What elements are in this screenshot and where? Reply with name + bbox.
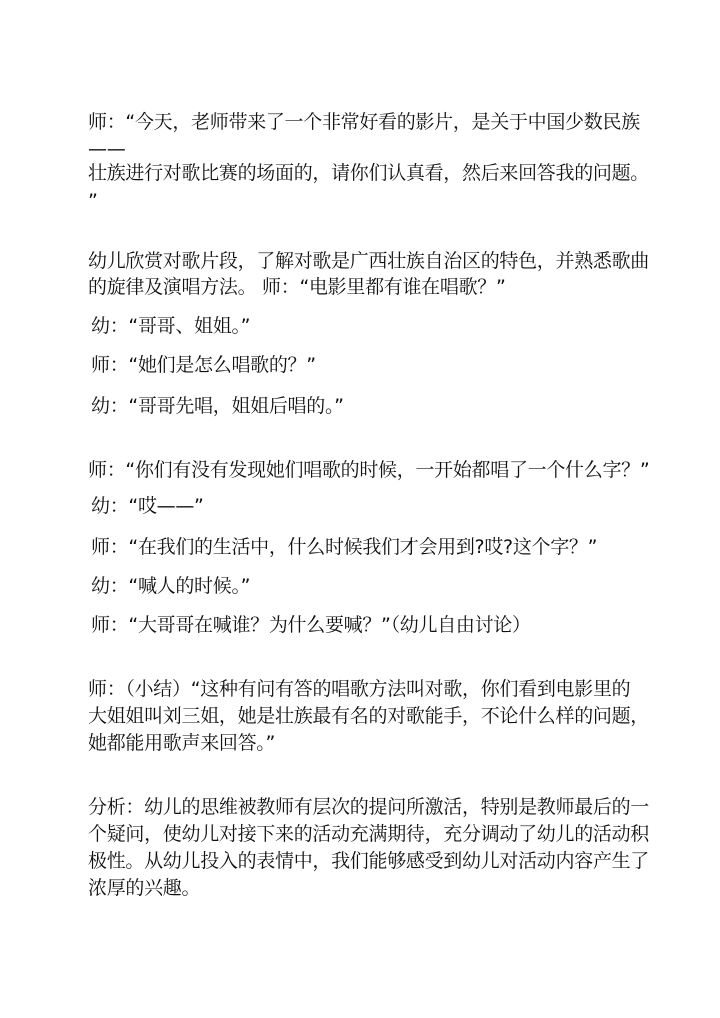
analysis-line: 个疑问，使幼儿对接下来的活动充满期待，充分调动了幼儿的活动积 (88, 823, 650, 845)
analysis-line: 极性。从幼儿投入的表情中，我们能够感受到幼儿对活动内容产生了 (88, 850, 650, 872)
analysis-line: 浓厚的兴趣。 (88, 877, 201, 899)
dialogue-line: 幼：“哥哥先唱，姐姐后唱的。” (91, 395, 344, 417)
dialogue-line: 幼：“哎——” (91, 495, 204, 517)
dialogue-line: 幼：“哥哥、姐姐。” (91, 315, 251, 337)
dialogue-line: 师：“她们是怎么唱歌的？” (91, 354, 316, 376)
text-line: 她都能用歌声来回答。” (88, 732, 276, 754)
analysis-line: 分析：幼儿的思维被教师有层次的提问所激活，特别是教师最后的一 (88, 796, 650, 818)
text-line: 大姐姐叫刘三姐，她是壮族最有名的对歌能手，不论什么样的问题， (88, 705, 650, 727)
text-line: 的旋律及演唱方法。 师：“电影里都有谁在唱歌？” (88, 276, 506, 298)
dialogue-line: 师：“大哥哥在喊谁？为什么要喊？”（幼儿自由讨论） (91, 614, 531, 636)
dialogue-line: 师：“在我们的生活中，什么时候我们才会用到?哎?这个字？” (91, 536, 598, 558)
text-line: 壮族进行对歌比赛的场面的，请你们认真看，然后来回答我的问题。 (88, 162, 650, 184)
dialogue-line: 幼：“喊人的时候。” (91, 575, 251, 597)
text-line: 师：“今天，老师带来了一个非常好看的影片，是关于中国少数民族 (88, 111, 640, 133)
text-line: 师：“你们有没有发现她们唱歌的时候，一开始都唱了一个什么字？” (88, 459, 650, 481)
text-line: 师：（小结）“这种有问有答的唱歌方法叫对歌，你们看到电影里的 (88, 678, 631, 700)
text-line: ” (88, 190, 98, 212)
text-line: 幼儿欣赏对歌片段，了解对歌是广西壮族自治区的特色，并熟悉歌曲 (88, 250, 650, 272)
text-line: —— (88, 138, 126, 160)
